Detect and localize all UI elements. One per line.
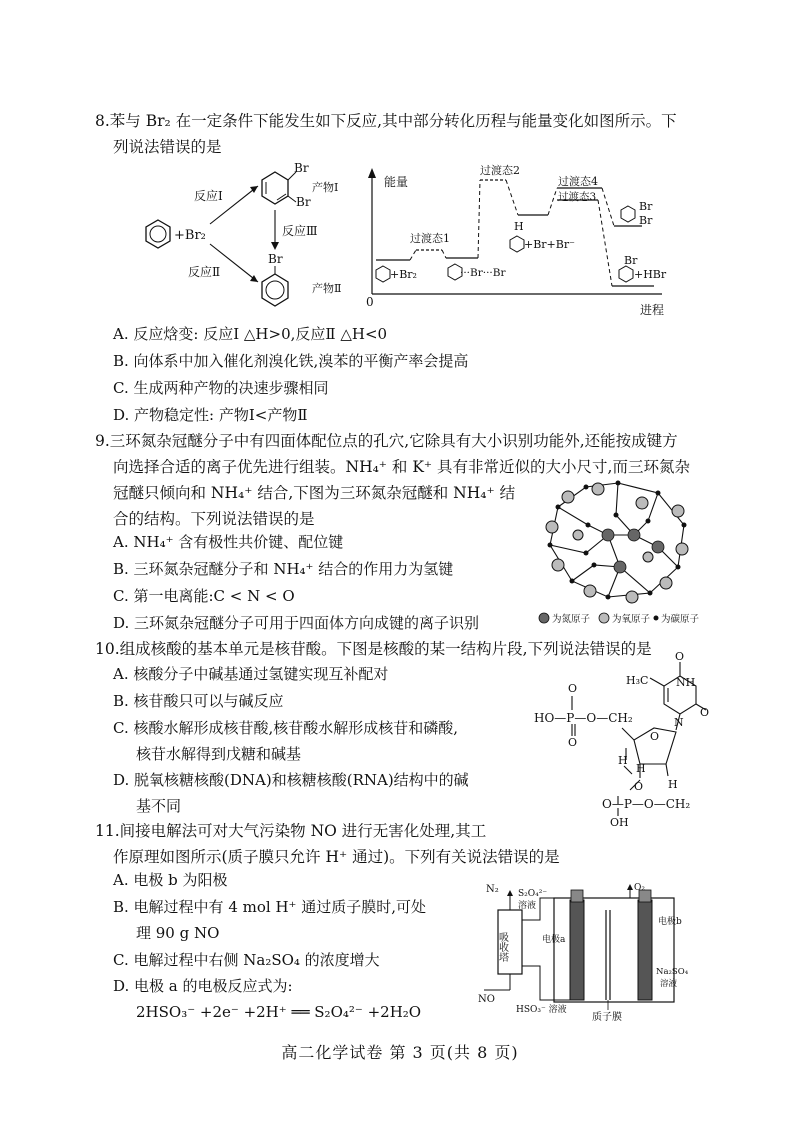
q9-stem-line3: 冠醚只倾向和 NH₄⁺ 结合,下图为三环氮杂冠醚和 NH₄⁺ 结	[113, 484, 516, 502]
electrode-b	[638, 900, 652, 1000]
q9-stem-line2: 向选择合适的离子优先进行组装。NH₄⁺ 和 K⁺ 具有非常近似的大小尺寸,而三环氮杂	[113, 458, 690, 476]
q10-option-d: D. 脱氧核糖核酸(DNA)和核糖核酸(RNA)结构中的碱	[113, 771, 469, 789]
q9-stem-line4: 合的结构。下列说法错误的是	[113, 510, 315, 528]
membrane-label: 质子膜	[592, 1012, 622, 1023]
q11-option-d-equation: 2HSO₃⁻ +2e⁻ +2H⁺ ══ S₂O₄²⁻ +2H₂O	[136, 1003, 422, 1021]
electrode-b-label: 电极b	[658, 917, 682, 927]
final1-br-top: Br	[639, 200, 653, 213]
ts4-label: 过渡态4	[558, 175, 598, 188]
q10-nucleotide-structure	[530, 648, 720, 828]
q11-option-a: A. 电极 b 为阳极	[113, 871, 228, 889]
intermediate-h: H	[514, 220, 524, 233]
q10-option-c: C. 核酸水解形成核苷酸,核苷酸水解形成核苷和磷酸,	[113, 719, 459, 737]
q11-stem-line2: 作原理如图所示(质子膜只允许 H⁺ 通过)。下列有关说法错误的是	[113, 848, 560, 866]
reaction1-label: 反应Ⅰ	[194, 189, 223, 203]
q10-option-d-cont: 基不同	[136, 797, 182, 815]
q11-electrolysis-apparatus	[470, 880, 700, 1025]
legend-oxygen: 为氧原子	[612, 614, 651, 625]
origin-label: 0	[366, 295, 374, 309]
q9-legend	[538, 608, 703, 628]
q8-option-b: B. 向体系中加入催化剂溴化铁,溴苯的平衡产率会提高	[113, 352, 469, 370]
hso3-label: HSO₃⁻ 溶液	[516, 1005, 567, 1015]
s2o4-soln-label: 溶液	[518, 901, 537, 911]
phosphate-top-o: O	[568, 682, 578, 695]
na2so4-label: Na₂SO₄	[656, 967, 689, 977]
phosphate-bottom-oh: OH	[610, 816, 629, 828]
q8-option-a: A. 反应焓变: 反应Ⅰ △H>0,反应Ⅱ △H<0	[113, 325, 388, 343]
q11-stem-line1: 11.间接电解法可对大气污染物 NO 进行无害化处理,其工	[95, 822, 487, 840]
product2-label: 产物Ⅱ	[312, 282, 342, 295]
q8-stem-line2: 列说法错误的是	[113, 138, 222, 156]
q8-reaction-scheme	[130, 160, 360, 310]
ts3-label: 过渡态3	[558, 191, 597, 203]
ts1-label: 过渡态1	[410, 232, 450, 245]
reaction3-label: 反应Ⅲ	[282, 224, 318, 238]
q10-option-b: B. 核苷酸只可以与碱反应	[113, 692, 284, 710]
o2-label: O₂	[634, 883, 645, 893]
methyl-label: H₃C	[626, 674, 649, 687]
ring-n: N	[674, 716, 684, 729]
phosphate-top: HO—P—O—CH₂	[534, 711, 633, 725]
product1-br-bottom: Br	[296, 195, 311, 209]
ring-nh: NH	[676, 676, 696, 689]
sugar-h-mid: H	[636, 762, 646, 775]
benzene-reactant	[146, 220, 170, 248]
tower-label: 吸收塔	[496, 932, 508, 962]
start-species: +Br₂	[390, 268, 417, 281]
final2-species: +HBr	[634, 268, 667, 281]
q11-option-d: D. 电极 a 的电极反应式为:	[113, 977, 293, 995]
q10-stem: 10.组成核酸的基本单元是核苷酸。下图是核酸的某一结构片段,下列说法错误的是	[95, 640, 652, 658]
q11-option-b-cont: 理 90 g NO	[136, 924, 220, 942]
product1-structure	[262, 172, 296, 204]
reagent-label: +Br₂	[174, 228, 206, 243]
final2-br: Br	[624, 254, 638, 267]
q9-stem-line1: 9.三环氮杂冠醚分子中有四面体配位点的孔穴,它除具有大小识别功能外,还能按成键方	[95, 432, 678, 450]
sugar-h-left: H	[618, 754, 628, 767]
q9-cryptand-structure	[538, 475, 698, 605]
q10-option-c-cont: 核苷水解得到戊糖和碱基	[136, 745, 302, 763]
q11-option-b: B. 电解过程中有 4 mol H⁺ 通过质子膜时,可处	[113, 898, 426, 916]
q9-option-d: D. 三环氮杂冠醚分子可用于四面体方向成键的离子识别	[113, 614, 480, 632]
legend-carbon: 为碳原子	[661, 614, 700, 625]
reaction2-label: 反应Ⅱ	[188, 265, 221, 279]
q9-option-a: A. NH₄⁺ 含有极性共价键、配位键	[113, 533, 344, 551]
phosphate-bottom-link-o: O	[634, 780, 644, 793]
na2so4-soln-label: 溶液	[660, 979, 678, 989]
q8-energy-diagram	[362, 160, 692, 320]
page-footer: 高二化学试卷 第 3 页(共 8 页)	[281, 1043, 519, 1062]
final1-br-bottom: Br	[639, 214, 653, 227]
q8-option-d: D. 产物稳定性: 产物Ⅰ<产物Ⅱ	[113, 406, 308, 424]
y-axis-label: 能量	[384, 175, 409, 189]
product2-structure	[262, 266, 288, 306]
intermediate-species: +Br+Br⁻	[524, 238, 575, 251]
phosphate-bottom: O—P—O—CH₂	[602, 797, 691, 811]
carbonyl-o: O	[700, 706, 710, 719]
product1-label: 产物Ⅰ	[312, 181, 339, 194]
no-label: NO	[478, 994, 495, 1005]
ts2-label: 过渡态2	[480, 164, 520, 177]
n2-label: N₂	[486, 884, 499, 895]
s2o4-label: S₂O₄²⁻	[518, 889, 548, 899]
q8-stem-line1: 8.苯与 Br₂ 在一定条件下能发生如下反应,其中部分转化历程与能量变化如图所示。下	[95, 112, 677, 130]
q10-option-a: A. 核酸分子中碱基通过氢键实现互补配对	[113, 665, 389, 683]
phosphate-top-double-o: O	[568, 736, 578, 749]
product1-br-top: Br	[294, 161, 309, 175]
q9-option-c: C. 第一电离能:C < N < O	[113, 587, 295, 605]
q11-option-c: C. 电解过程中右侧 Na₂SO₄ 的浓度增大	[113, 951, 380, 969]
sugar-h-right: H	[668, 778, 678, 791]
x-axis-label: 进程	[640, 303, 665, 317]
electrode-a	[570, 900, 584, 1000]
q9-option-b: B. 三环氮杂冠醚分子和 NH₄⁺ 结合的作用力为氢键	[113, 560, 454, 578]
electrode-a-label: 电极a	[542, 935, 566, 945]
pi-complex-species: ···Br···Br	[460, 267, 506, 279]
legend-nitrogen: 为氮原子	[552, 614, 591, 625]
q8-option-c: C. 生成两种产物的决速步骤相同	[113, 379, 329, 397]
sugar-o: O	[650, 730, 660, 743]
product2-br: Br	[268, 252, 283, 266]
carbonyl-top-o: O	[675, 650, 685, 663]
